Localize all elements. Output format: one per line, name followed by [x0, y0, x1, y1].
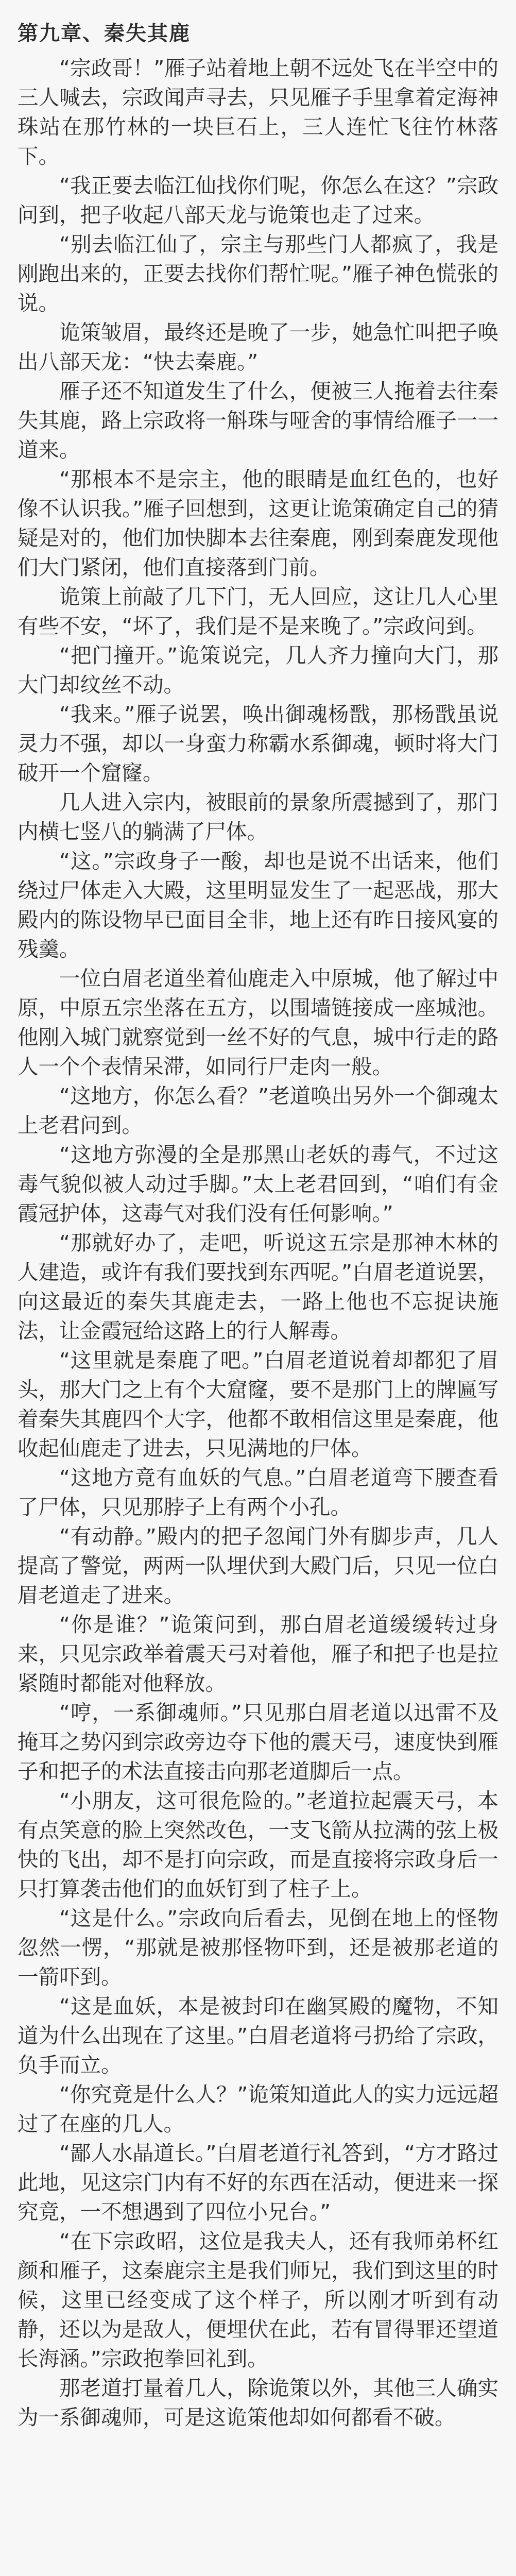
paragraph: “鄙人水晶道长。”白眉老道行礼答到，“方才路过此地，见这宗门内有不好的东西在活动，便进来一探究竟，一不想遇到了四位小兄台。”	[18, 2141, 498, 2224]
paragraph: “有动静。”殿内的把子忽闻门外有脚步声，几人提高了警觉，两两一队埋伏到大殿门后，只见一位白眉老道走了进来。	[18, 1524, 498, 1607]
paragraph: “把门撞开。”诡策说完，几人齐力撞向大门，那大门却纹丝不动。	[18, 643, 498, 697]
paragraph: “那就好办了，走吧，听说这五宗是那神木林的人建造，或许有我们要找到东西呢。”白眉老道说罢，向这最近的秦失其鹿走去，一路上他也不忘捉诀施法，让金霞冠给这路上的行人解毒。	[18, 1230, 498, 1343]
paragraph: 一位白眉老道坐着仙鹿走入中原城，他了解过中原，中原五宗坐落在五方，以围墙链接成一座城池。他刚入城门就察觉到一丝不好的气息，城中行走的路人一个个表情呆滞，如同行尸走肉一般。	[18, 966, 498, 1079]
paragraph: “这地方弥漫的全是那黑山老妖的毒气，不过这毒气貌似被人动过手脚。”太上老君回到，“咱们有金霞冠护体，这毒气对我们没有任何影响。”	[18, 1142, 498, 1226]
paragraph: “这地方竟有血妖的气息。”白眉老道弯下腰查看了尸体，只见那脖子上有两个小孔。	[18, 1465, 498, 1519]
paragraph: “那根本不是宗主，他的眼睛是血红色的，也好像不认识我。”雁子回想到，这更让诡策确定自己的猜疑是对的，他们加快脚本去往秦鹿，刚到秦鹿发现他们大门紧闭，他们直接落到门前。	[18, 467, 498, 580]
paragraph: 几人进入宗内，被眼前的景象所震撼到了，那门内横七竖八的躺满了尸体。	[18, 790, 498, 844]
chapter-title: 第九章、秦失其鹿	[18, 22, 191, 45]
paragraph: 诡策上前敲了几下门，无人回应，这让几人心里有些不安，“坏了，我们是不是来晚了。”宗政问到。	[18, 584, 498, 638]
paragraph: “这地方，你怎么看？”老道唤出另外一个御魂太上老君问到。	[18, 1083, 498, 1138]
paragraph: 雁子还不知道发生了什么，便被三人拖着去往秦失其鹿，路上宗政将一斛珠与哑舍的事情给雁子一一道来。	[18, 379, 498, 462]
paragraph: “在下宗政昭，这位是我夫人，还有我师弟杯红颜和雁子，这秦鹿宗主是我们师兄，我们到这里的时候，这里已经变成了这个样子，所以刚才听到有动静，还以为是敌人，便埋伏在此，若有冒得罪还望道长海涵。”宗政抱拳回礼到。	[18, 2229, 498, 2371]
paragraph: “这是血妖，本是被封印在幽冥殿的魔物，不知道为什么出现在了这里。”白眉老道将弓扔给了宗政，负手而立。	[18, 1994, 498, 2077]
paragraph: “我来。”雁子说罢，唤出御魂杨戬，那杨戬虽说灵力不强，却以一身蛮力称霸水系御魂，顿时将大门破开一个窟窿。	[18, 702, 498, 785]
paragraph: “这是什么。”宗政向后看去，见倒在地上的怪物忽然一愣，“那就是被那怪物吓到，还是被那老道的一箭吓到。	[18, 1906, 498, 1989]
paragraph: “哼，一系御魂师。”只见那白眉老道以迅雷不及掩耳之势闪到宗政旁边夺下他的震天弓，速度快到雁子和把子的术法直接击向那老道脚后一点。	[18, 1700, 498, 1784]
paragraph: “这里就是秦鹿了吧。”白眉老道说着却都犯了眉头，那大门之上有个大窟窿，要不是那门上的牌匾写着秦失其鹿四个大字，他都不敢相信这里是秦鹿，他收起仙鹿走了进去，只见满地的尸体。	[18, 1348, 498, 1461]
paragraph: “你究竟是什么人？”诡策知道此人的实力远远超过了在座的几人。	[18, 2082, 498, 2136]
paragraph: 那老道打量着几人，除诡策以外，其他三人确实为一系御魂师，可是这诡策他却如何都看不破。	[18, 2376, 498, 2430]
paragraph: “宗政哥！”雁子站着地上朝不远处飞在半空中的三人喊去，宗政闻声寻去，只见雁子手里拿着定海神珠站在那竹林的一块巨石上，三人连忙飞往竹林落下。	[18, 56, 498, 168]
paragraph: “我正要去临江仙找你们呢，你怎么在这？”宗政问到，把子收起八部天龙与诡策也走了过来。	[18, 173, 498, 227]
paragraph: “小朋友，这可很危险的。”老道拉起震天弓，本有点笑意的脸上突然改色，一支飞箭从拉满的弦上极快的飞出，却不是打向宗政，而是直接将宗政身后一只打算袭击他们的血妖钉到了柱子上。	[18, 1788, 498, 1901]
paragraph: “别去临江仙了，宗主与那些门人都疯了，我是刚跑出来的，正要去找你们帮忙呢。”雁子神色慌张的说。	[18, 232, 498, 315]
paragraph: 诡策皱眉，最终还是晚了一步，她急忙叫把子唤出八部天龙：“快去秦鹿。”	[18, 320, 498, 374]
paragraph: “这。”宗政身子一酸，却也是说不出话来，他们绕过尸体走入大殿，这里明显发生了一起恶战，那大殿内的陈设物早已面目全非，地上还有昨日接风宴的残羹。	[18, 849, 498, 961]
paragraph: “你是谁？”诡策问到，那白眉老道缓缓转过身来，只见宗政举着震天弓对着他，雁子和把子也是拉紧随时都能对他释放。	[18, 1612, 498, 1696]
